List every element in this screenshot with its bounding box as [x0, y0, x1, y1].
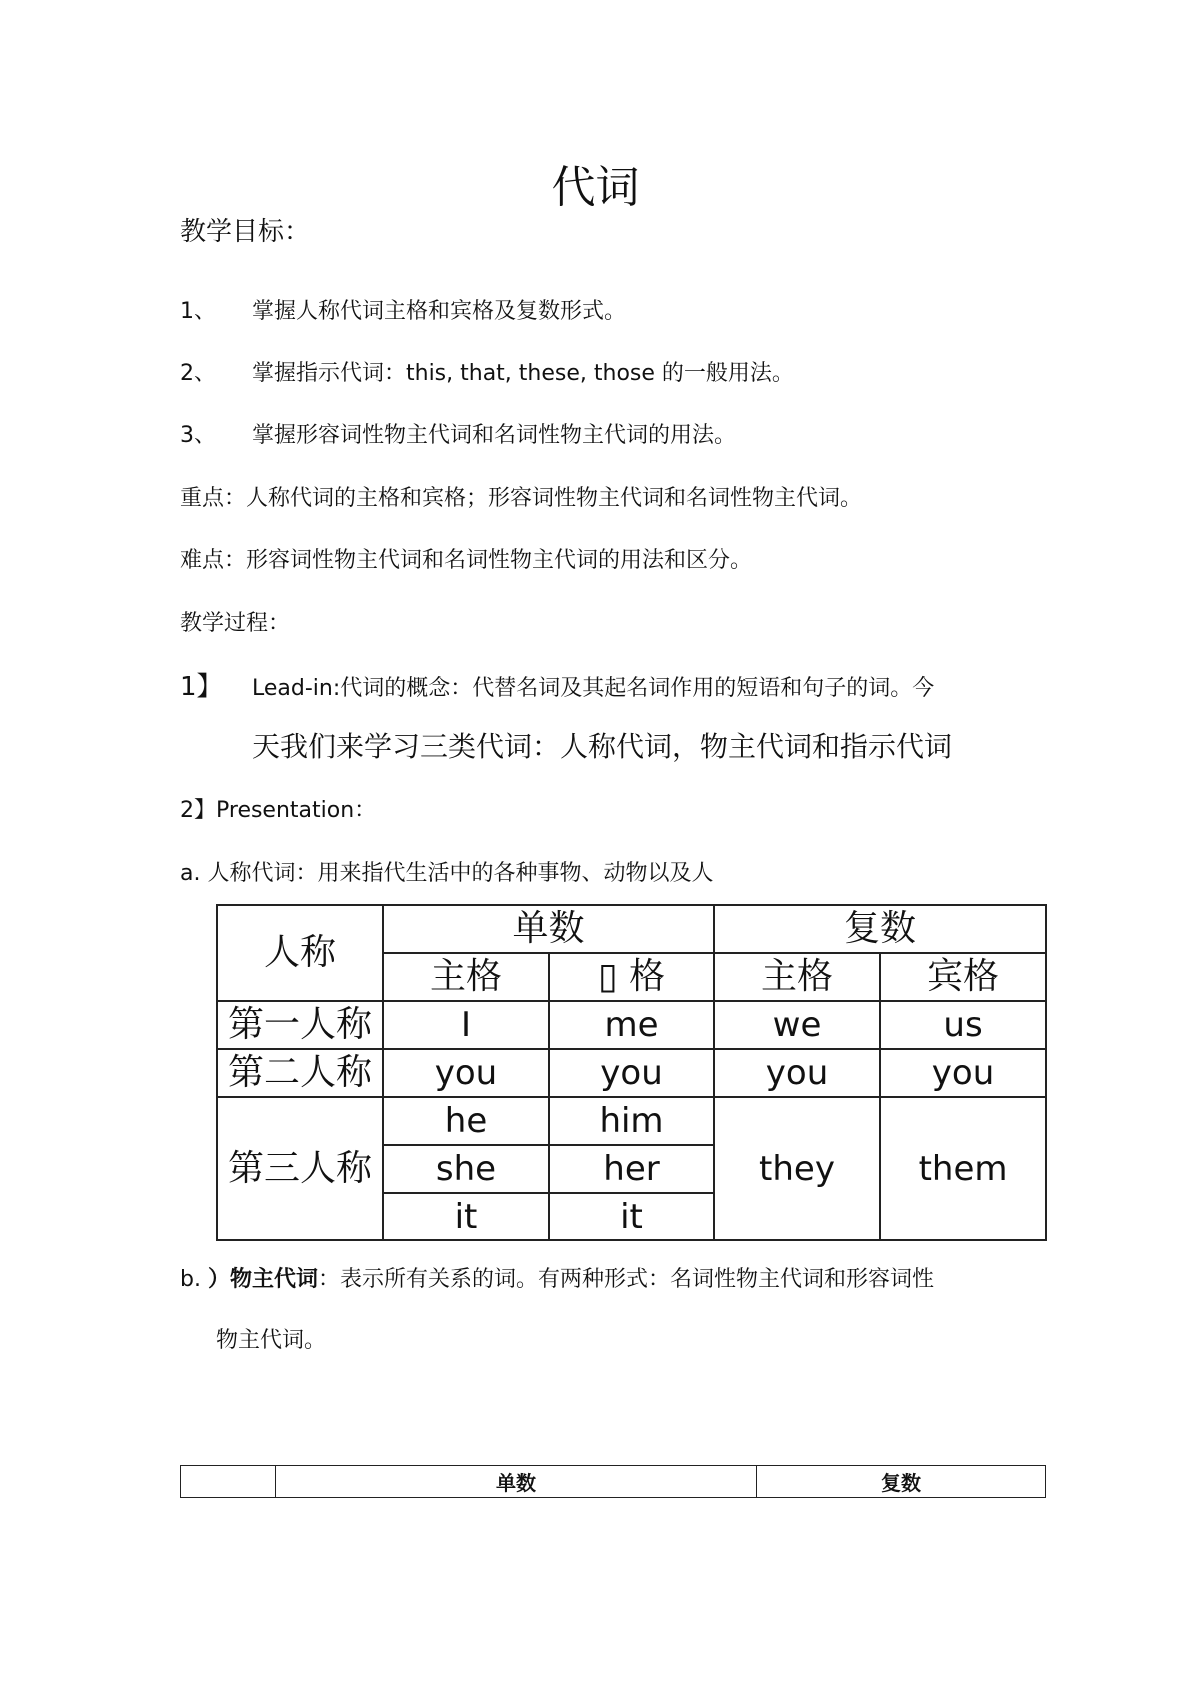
- table-cell: we: [714, 1001, 880, 1049]
- table-cell: her: [549, 1145, 714, 1193]
- objective-number: 1、: [180, 299, 216, 324]
- section-b-heading: [180, 1264, 934, 1296]
- table-cell: us: [880, 1001, 1046, 1049]
- objective-text: 掌握人称代词主格和宾格及复数形式。: [252, 299, 627, 324]
- objective-item: [180, 296, 626, 328]
- first-person-label: 第一人称: [217, 1001, 383, 1049]
- table-cell: you: [714, 1049, 880, 1097]
- singular-header: 单数: [276, 1466, 757, 1498]
- singular-objective-header: ▯ 格: [549, 953, 714, 1001]
- table-cell: it: [549, 1193, 714, 1240]
- plural-header: 复数: [757, 1466, 1046, 1498]
- objective-text: 掌握指示代词：this, that, these, those 的一般用法。: [252, 361, 794, 386]
- third-person-label: 第三人称: [217, 1097, 383, 1240]
- possessive-pronoun-table: [180, 1465, 1046, 1498]
- section-b-line2: 物主代词。: [216, 1328, 327, 1353]
- step1-text: Lead-in:代词的概念：代替名词及其起名词作用的短语和句子的词。今: [252, 676, 935, 701]
- table-cell: them: [880, 1097, 1046, 1240]
- document-title: 代词: [551, 162, 640, 213]
- singular-nominative-header: 主格: [383, 953, 549, 1001]
- key-point: 重点：人称代词的主格和宾格；形容词性物主代词和名词性物主代词。: [180, 486, 863, 511]
- section-b-text: ：表示所有关系的词。有两种形式：名词性物主代词和形容词性: [317, 1267, 934, 1292]
- singular-header: 单数: [383, 905, 714, 953]
- section-b-prefix: b.: [180, 1267, 208, 1292]
- person-header: 人称: [217, 905, 383, 1001]
- table-cell: [181, 1466, 276, 1498]
- objective-text: 掌握形容词性物主代词和名词性物主代词的用法。: [252, 423, 737, 448]
- table-cell: it: [383, 1193, 549, 1240]
- section-b-bold-term: ）物主代词: [207, 1267, 318, 1292]
- table-cell: you: [549, 1049, 714, 1097]
- second-person-label: 第二人称: [217, 1049, 383, 1097]
- objective-number: 2、: [180, 361, 216, 386]
- table-cell: they: [714, 1097, 880, 1240]
- table-row: [217, 1097, 1046, 1145]
- section-a-heading: a. 人称代词：用来指代生活中的各种事物、动物以及人: [180, 861, 714, 886]
- step1-line1: [180, 671, 934, 705]
- personal-pronoun-table: [216, 904, 1047, 1241]
- table-row: [217, 1001, 1046, 1049]
- table-cell: I: [383, 1001, 549, 1049]
- objective-number: 3、: [180, 423, 216, 448]
- table-cell: me: [549, 1001, 714, 1049]
- table-cell: he: [383, 1097, 549, 1145]
- process-heading: 教学过程：: [180, 611, 291, 636]
- objectives-heading: 教学目标：: [180, 217, 311, 247]
- objective-item: [180, 358, 794, 390]
- step1-line2: 天我们来学习三类代词：人称代词，物主代词和指示代词: [252, 730, 953, 763]
- table-cell: him: [549, 1097, 714, 1145]
- objective-item: [180, 420, 736, 452]
- difficult-point: 难点：形容词性物主代词和名词性物主代词的用法和区分。: [180, 548, 753, 573]
- table-row: [181, 1466, 1046, 1498]
- plural-nominative-header: 主格: [714, 953, 880, 1001]
- step2-heading: 2】Presentation：: [180, 798, 377, 823]
- step1-number: 1】: [180, 672, 223, 702]
- plural-header: 复数: [714, 905, 1046, 953]
- table-cell: you: [880, 1049, 1046, 1097]
- table-cell: you: [383, 1049, 549, 1097]
- table-row: [217, 1049, 1046, 1097]
- table-cell: she: [383, 1145, 549, 1193]
- plural-objective-header: 宾格: [880, 953, 1046, 1001]
